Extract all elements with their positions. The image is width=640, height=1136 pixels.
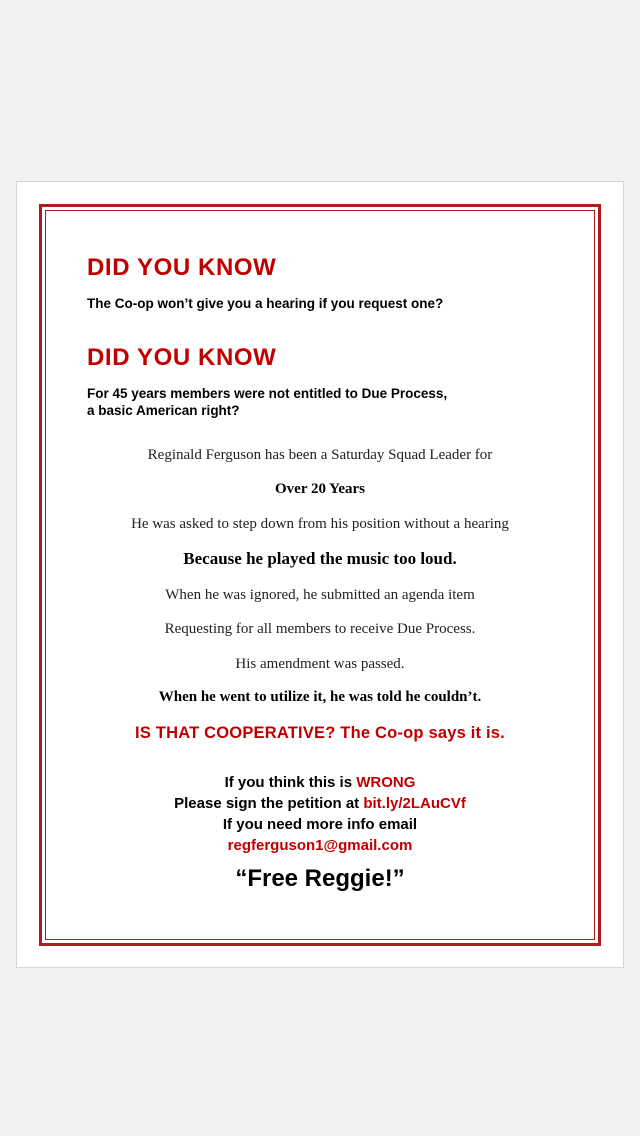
story-line-6: Requesting for all members to receive Due Process. <box>164 621 476 637</box>
info-line: If you need more info email <box>222 816 418 833</box>
story-line-3: He was asked to step down from his position without a hearing <box>131 516 509 532</box>
story-line-1: Reginald Ferguson has been a Saturday Squad Leader for <box>147 447 493 463</box>
petition-info <box>0 772 640 856</box>
question-hearing-text: The Co-op won’t give you a hearing if you request one? <box>87 296 444 311</box>
slogan-free-reggie: “Free Reggie!” <box>235 865 405 892</box>
wrong-word: WRONG <box>356 774 416 791</box>
email-link[interactable]: regferguson1@gmail.com <box>227 837 413 854</box>
petition-link[interactable]: bit.ly/2LAuCVf <box>363 795 466 812</box>
question-due-process-line1: For 45 years members were not entitled to Due Process, <box>87 386 448 401</box>
think-wrong-line <box>0 772 640 793</box>
heading-did-you-know-1: DID YOU KNOW <box>87 254 277 281</box>
question-hearing <box>87 295 547 312</box>
think-prefix: If you think this is <box>224 774 357 791</box>
story-line-4: Because he played the music too loud. <box>183 549 457 568</box>
story-line-5: When he was ignored, he submitted an agenda item <box>165 587 475 603</box>
question-due-process <box>87 385 547 419</box>
story-line-8: When he went to utilize it, he was told he couldn’t. <box>158 689 482 705</box>
story-line-2: Over 20 Years <box>275 481 365 497</box>
callout-cooperative: IS THAT COOPERATIVE? The Co-op says it is. <box>135 724 505 742</box>
petition-prefix: Please sign the petition at <box>174 795 364 812</box>
petition-line <box>0 793 640 814</box>
story-line-7: His amendment was passed. <box>235 656 405 672</box>
heading-did-you-know-2: DID YOU KNOW <box>87 344 277 371</box>
question-due-process-line2: a basic American right? <box>87 403 240 418</box>
